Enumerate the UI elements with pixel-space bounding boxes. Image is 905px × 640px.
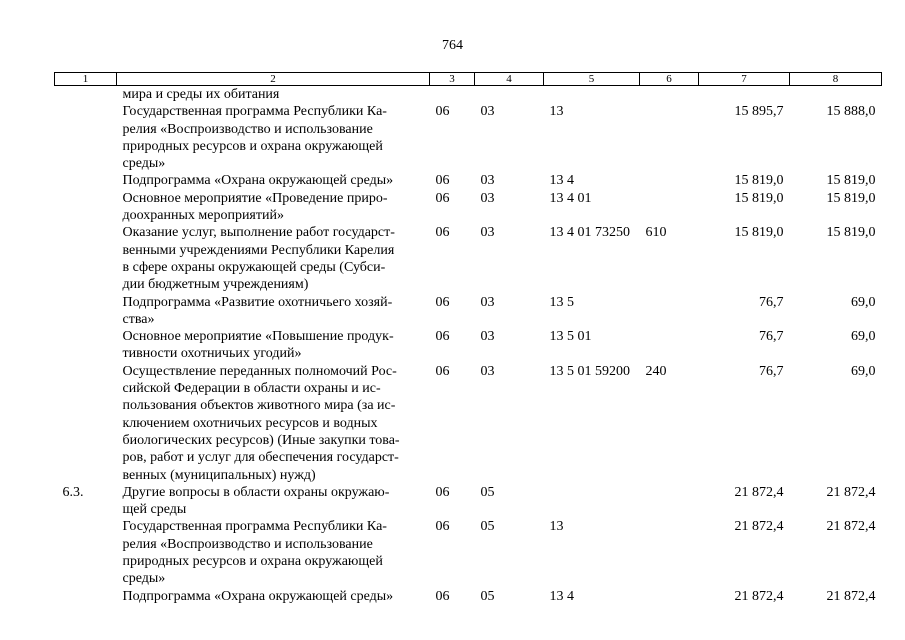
item-name-line: доохранных мероприятий» (122, 208, 284, 224)
table-row (55, 484, 882, 519)
amount-year2-cell: 15 819,0 (826, 225, 876, 241)
amount-year1-cell: 21 872,4 (734, 588, 784, 604)
item-name-cell (117, 363, 430, 484)
section-number-cell (55, 190, 117, 225)
item-name-line: Основное мероприятие «Повышение продук- (122, 329, 394, 345)
table-row (55, 103, 882, 172)
column-number-7: 7 (699, 73, 790, 86)
expense-type-cell: 240 (645, 363, 667, 379)
section-code-cell: 06 (435, 104, 450, 120)
section-code-cell: 06 (435, 225, 450, 241)
item-name-cell (117, 588, 430, 605)
table-row (55, 518, 882, 587)
section-number-cell (55, 86, 117, 104)
subsection-code-cell: 03 (480, 104, 495, 120)
item-name-line: Подпрограмма «Развитие охотничьего хозяй- (122, 294, 393, 310)
amount-year1-cell (699, 86, 790, 104)
amount-year2-cell: 69,0 (851, 329, 876, 345)
target-article-cell: 13 (549, 519, 564, 535)
column-number-6: 6 (640, 73, 699, 86)
item-name-line: пользования объектов животного мира (за ис- (122, 398, 396, 414)
target-article-cell: 13 4 (549, 588, 574, 604)
amount-year2-cell: 15 888,0 (826, 104, 876, 120)
amount-year1-cell: 76,7 (759, 363, 784, 379)
amount-year1-cell: 15 895,7 (734, 104, 784, 120)
table-body (55, 86, 882, 605)
item-name-line: Другие вопросы в области охраны окружаю- (122, 484, 390, 500)
item-name-line: в сфере охраны окружающей среды (Субси- (122, 259, 386, 275)
target-article-cell: 13 5 (549, 294, 574, 310)
item-name-line: Подпрограмма «Охрана окружающей среды» (122, 173, 394, 189)
item-name-line: биологических ресурсов) (Иные закупки това- (122, 432, 400, 448)
expense-type-cell (640, 328, 699, 363)
subsection-code-cell: 03 (480, 225, 495, 241)
table-row (55, 190, 882, 225)
amount-year2-cell: 69,0 (851, 294, 876, 310)
item-name-cell (117, 190, 430, 225)
amount-year1-cell: 76,7 (759, 329, 784, 345)
item-name-line: Осуществление переданных полномочий Рос- (122, 363, 397, 379)
item-name-cell (117, 328, 430, 363)
table-row (55, 328, 882, 363)
target-article-cell: 13 5 01 59200 (549, 363, 630, 379)
item-name-cell (117, 518, 430, 587)
subsection-code-cell: 05 (480, 484, 495, 500)
column-number-8: 8 (790, 73, 882, 86)
section-number-cell (55, 518, 117, 587)
amount-year2-cell: 21 872,4 (826, 588, 876, 604)
target-article-cell: 13 (549, 104, 564, 120)
amount-year1-cell: 15 819,0 (734, 190, 784, 206)
item-name-line: сийской Федерации в области охраны и ис- (122, 381, 381, 397)
amount-year1-cell: 15 819,0 (734, 173, 784, 189)
section-number-cell (55, 363, 117, 484)
amount-year2-cell: 21 872,4 (826, 484, 876, 500)
page-number: 764 (442, 38, 463, 53)
subsection-code-cell: 03 (480, 173, 495, 189)
target-article-cell: 13 4 01 (549, 190, 592, 206)
item-name-line: щей среды (122, 502, 187, 518)
amount-year1-cell: 21 872,4 (734, 519, 784, 535)
expense-type-cell (640, 588, 699, 605)
subsection-code-cell: 03 (480, 363, 495, 379)
item-name-line: природных ресурсов и охрана окружающей (122, 138, 383, 154)
section-code-cell: 06 (435, 190, 450, 206)
item-name-line: венными учреждениями Республики Карелия (122, 242, 395, 258)
section-number-cell (55, 172, 117, 189)
item-name-line: Государственная программа Республики Ка- (122, 519, 387, 535)
expense-type-cell (640, 294, 699, 329)
item-name-cell (117, 172, 430, 189)
expense-type-cell (640, 518, 699, 587)
item-name-cell (117, 103, 430, 172)
column-number-2: 2 (117, 73, 430, 86)
expense-type-cell (640, 86, 699, 104)
item-name-line: природных ресурсов и охрана окружающей (122, 554, 383, 570)
item-name-line: релия «Воспроизводство и использование (122, 536, 373, 552)
item-name-line: ров, работ и услуг для обеспечения государст- (122, 450, 399, 466)
section-number-cell (55, 294, 117, 329)
expense-type-cell (640, 103, 699, 172)
section-code-cell: 06 (435, 519, 450, 535)
amount-year2-cell: 15 819,0 (826, 190, 876, 206)
subsection-code-cell: 05 (480, 519, 495, 535)
table-row (55, 363, 882, 484)
expense-type-cell: 610 (645, 225, 667, 241)
item-name-line: релия «Воспроизводство и использование (122, 121, 373, 137)
section-code-cell: 06 (435, 484, 450, 500)
section-code-cell: 06 (435, 363, 450, 379)
target-article-cell: 13 5 01 (549, 329, 592, 345)
table-row (55, 294, 882, 329)
section-code-cell: 06 (435, 173, 450, 189)
expense-type-cell (640, 172, 699, 189)
amount-year1-cell: 21 872,4 (734, 484, 784, 500)
subsection-code-cell: 03 (480, 190, 495, 206)
section-number-cell (55, 224, 117, 293)
item-name-line: дии бюджетным учреждениям) (122, 277, 309, 293)
section-code-cell: 06 (435, 588, 450, 604)
amount-year2-cell: 69,0 (851, 363, 876, 379)
target-article-cell: 13 4 (549, 173, 574, 189)
section-number-cell: 6.3. (62, 484, 84, 500)
section-code-cell: 06 (435, 329, 450, 345)
subsection-code-cell (475, 86, 544, 104)
item-name-line: ства» (122, 311, 155, 327)
expense-type-cell (640, 484, 699, 519)
item-name-line: Оказание услуг, выполнение работ государст- (122, 225, 395, 241)
table-row (55, 224, 882, 293)
item-name-line: ключением охотничьих ресурсов и водных (122, 415, 378, 431)
section-number-cell (55, 328, 117, 363)
item-name-line: среды» (122, 571, 166, 587)
item-name-cell (117, 86, 430, 104)
target-article-cell (544, 86, 640, 104)
expense-type-cell (640, 190, 699, 225)
column-number-3: 3 (430, 73, 475, 86)
amount-year1-cell: 15 819,0 (734, 225, 784, 241)
target-article-cell: 13 4 01 73250 (549, 225, 630, 241)
table-row (55, 86, 882, 104)
column-number-1: 1 (55, 73, 117, 86)
section-number-cell (55, 588, 117, 605)
amount-year2-cell: 15 819,0 (826, 173, 876, 189)
column-number-header (55, 73, 882, 86)
item-name-line: Государственная программа Республики Ка- (122, 104, 387, 120)
subsection-code-cell: 03 (480, 294, 495, 310)
table-row (55, 588, 882, 605)
target-article-cell (544, 484, 640, 519)
table-row (55, 172, 882, 189)
item-name-cell (117, 224, 430, 293)
item-name-line: тивности охотничьих угодий» (122, 346, 302, 362)
item-name-line: среды» (122, 156, 166, 172)
section-code-cell (430, 86, 475, 104)
section-code-cell: 06 (435, 294, 450, 310)
item-name-line: Подпрограмма «Охрана окружающей среды» (122, 588, 394, 604)
subsection-code-cell: 03 (480, 329, 495, 345)
item-name-cell (117, 294, 430, 329)
item-name-line: Основное мероприятие «Проведение приро- (122, 190, 388, 206)
column-number-4: 4 (475, 73, 544, 86)
budget-table (54, 72, 882, 605)
amount-year2-cell: 21 872,4 (826, 519, 876, 535)
subsection-code-cell: 05 (480, 588, 495, 604)
section-number-cell (55, 103, 117, 172)
item-name-line: венных (муниципальных) нужд) (122, 467, 316, 483)
amount-year1-cell: 76,7 (759, 294, 784, 310)
item-name-line: мира и среды их обитания (122, 87, 280, 102)
item-name-cell (117, 484, 430, 519)
amount-year2-cell (790, 86, 882, 104)
column-number-5: 5 (544, 73, 640, 86)
